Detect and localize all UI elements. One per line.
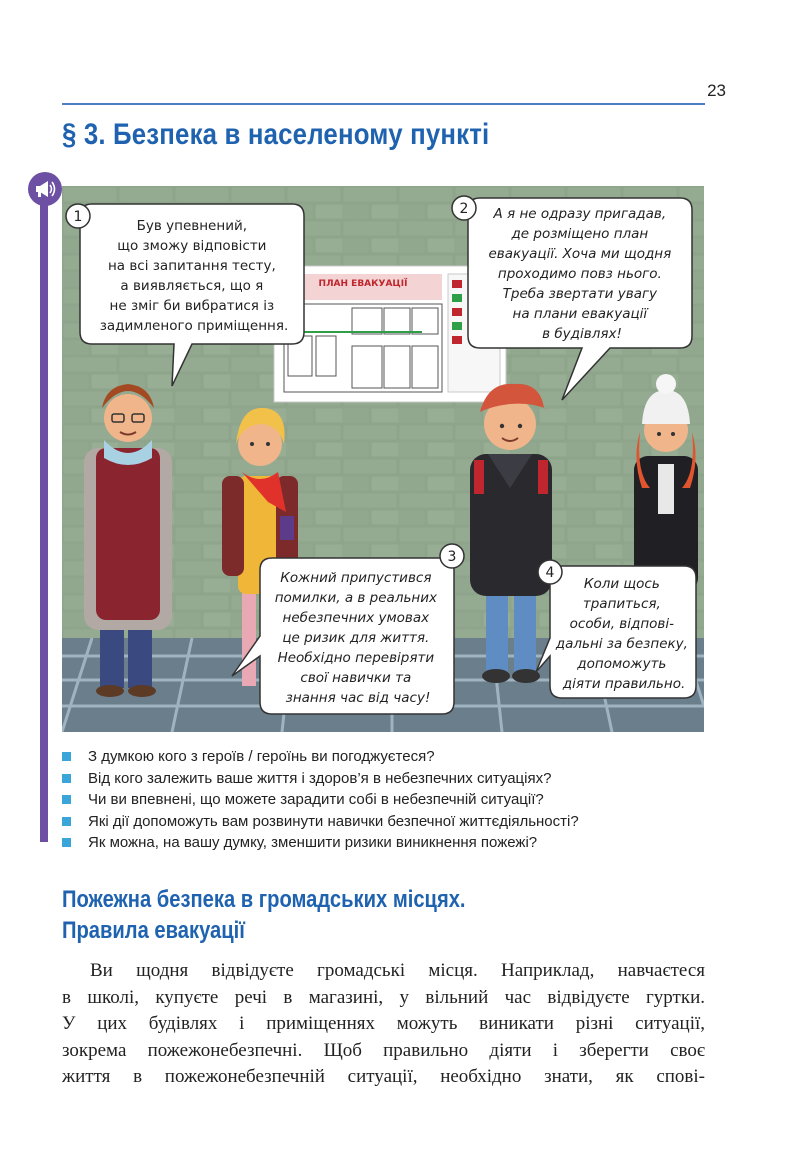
header-rule (62, 103, 705, 105)
bubble-3-line: небезпечних умовах (282, 610, 430, 626)
bubble-1-line: на всі запитання тесту, (107, 258, 276, 274)
list-item (62, 789, 579, 811)
bubble-3-line: Необхідно перевіряти (277, 650, 435, 666)
list-item (62, 746, 579, 768)
bubble-4-line: дальні за безпеку, (555, 636, 688, 652)
question-list (62, 746, 579, 854)
megaphone-icon (34, 179, 56, 199)
body-paragraph (62, 958, 705, 1091)
bullet-square-icon (62, 774, 71, 783)
section-heading-line: Правила евакуації (62, 917, 245, 944)
question-text: Від кого залежить ваше життя і здоров’я в небезпечних ситуаціях? (88, 769, 552, 787)
bullet-square-icon (62, 817, 71, 826)
list-item (62, 768, 579, 790)
paragraph-line: в школі, купуєте речі в магазині, у вільний час відвідуєте гуртки. (62, 986, 705, 1008)
speech-bubble-3 (232, 544, 464, 714)
megaphone-badge (28, 172, 62, 206)
page-title: § 3. Безпека в населеному пункті (62, 118, 490, 151)
bubble-3-line: помилки, а в реальних (274, 590, 438, 606)
bubble-2-line: А я не одразу пригадав, (493, 206, 667, 222)
bubble-3-number: 3 (447, 549, 457, 565)
bubble-1-number: 1 (73, 209, 83, 225)
bubble-1-line: не зміг би вибратися із (109, 298, 275, 314)
bubble-4-line: особи, відпові- (569, 616, 675, 632)
section-heading-line: Пожежна безпека в громадських місцях. (62, 886, 466, 913)
bubble-1-line: а виявляється, що я (120, 278, 264, 294)
bubble-1-line: Був упевнений, (136, 218, 248, 234)
list-item (62, 832, 579, 854)
bubble-2-text (488, 206, 675, 342)
bubble-4-line: трапиться, (582, 596, 661, 612)
bubble-4-number: 4 (545, 565, 555, 581)
bubble-2-number: 2 (459, 201, 469, 217)
bubble-3-line: Кожний припустився (280, 570, 432, 586)
bubble-3-line: свої навички та (300, 670, 412, 686)
list-item (62, 811, 579, 833)
question-text: Чи ви впевнені, що можете зарадити собі в небезпечній ситуації? (88, 791, 544, 808)
bubble-4-line: Коли щось (583, 576, 660, 592)
side-accent-bar (40, 192, 48, 842)
speech-bubble-4 (536, 560, 696, 698)
bubble-3-line: знання час від часу! (285, 690, 431, 706)
bubble-4-line: допоможуть (577, 656, 667, 672)
bubble-2-line: на плани евакуації (512, 306, 648, 322)
bubble-4-line: діяти правильно. (562, 676, 686, 692)
bubble-2-line: евакуації. Хоча ми щодня (488, 246, 672, 262)
section-heading (62, 884, 466, 946)
paragraph-line: Ви щодня відвідуєте громадські місця. Наприклад, навчаєтеся (90, 960, 705, 981)
paragraph-line: зокрема пожежонебезпечні. Щоб правильно діяти і зберегти своє (62, 1039, 705, 1061)
bullet-square-icon (62, 838, 71, 847)
question-text: З думкою кого з героїв / героїнь ви погоджуєтеся? (88, 748, 435, 765)
sign-title: ПЛАН ЕВАКУАЦІЇ (318, 279, 408, 289)
paragraph-line: У цих будівлях і приміщеннях можуть виникати різні ситуації, (62, 1013, 705, 1035)
paragraph-line: життя в пожежонебезпечній ситуації, необхідно знати, як спові- (62, 1066, 705, 1088)
comic-scene (62, 186, 704, 732)
bubble-2-line: де розміщено план (511, 226, 649, 242)
bubble-2-line: в будівлях! (542, 326, 622, 342)
bullet-square-icon (62, 752, 71, 761)
bubble-2-line: проходимо повз нього. (497, 266, 662, 282)
page-number: 23 (707, 81, 726, 100)
bullet-square-icon (62, 795, 71, 804)
bubble-1-line: що зможу відповісти (117, 238, 267, 254)
bubble-2-line: Треба звертати увагу (502, 286, 658, 302)
question-text: Які дії допоможуть вам розвинути навички безпечної життєдіяльності? (88, 812, 579, 830)
bubble-3-line: це ризик для життя. (282, 630, 430, 646)
question-text: Як можна, на вашу думку, зменшити ризики виникнення пожежі? (88, 834, 538, 851)
comic-illustration (62, 186, 704, 732)
bubble-1-line: задимленого приміщення. (99, 318, 289, 334)
